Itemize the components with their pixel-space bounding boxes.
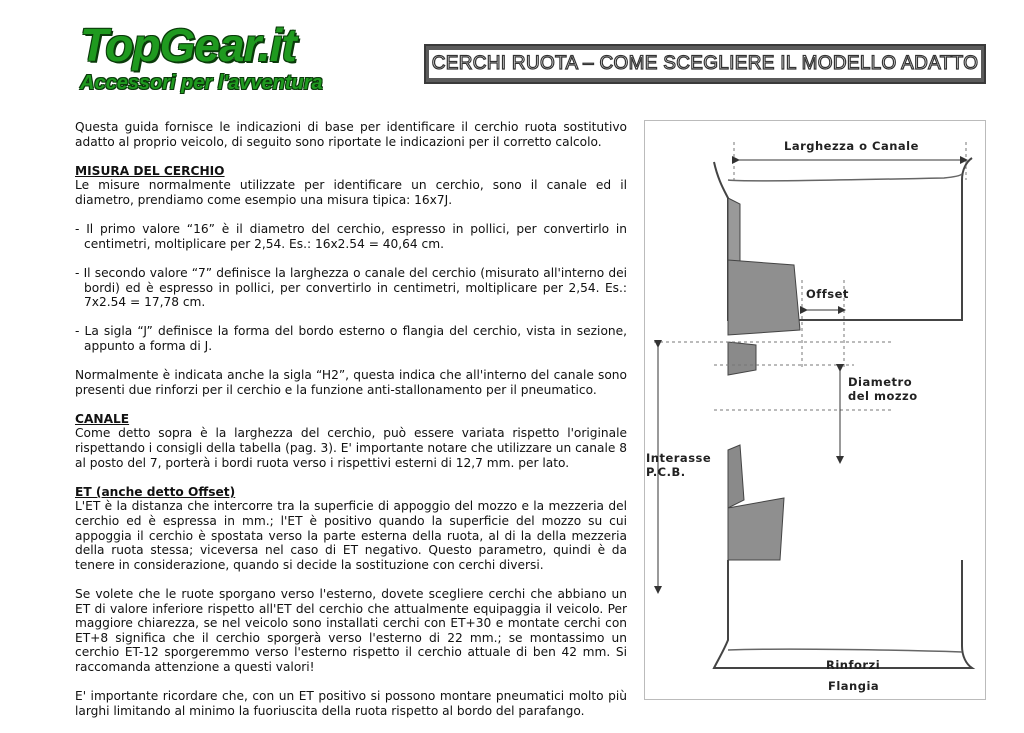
label-offset: Offset [806, 287, 849, 301]
label-interasse-2: P.C.B. [646, 465, 686, 479]
et-paragraph-1: L'ET è la distanza che intercorre tra la superficie di appoggio del mozzo e la mezzeria del cerchio ed è espressa in mm.; l'ET è positivo quando la superficie del mozzo su cui appoggia il cerchio è spostata verso la parte esterna della ruota, al di la della mezzeria della ruota stessa; viceversa nel caso di ET negativo. Questo parametro, quindi è da tenere in considerazione, quando si decide la sostituzione con cerchi diversi. [75, 499, 627, 572]
page-title-banner [424, 44, 986, 84]
canale-paragraph: Come detto sopra è la larghezza del cerchio, può essere variata rispetto l'originale rispettando i consigli della tabella (pag. 3). E' importante notare che utilizzare un canale 8 al posto del 7, porterà i bordi ruota verso i rispettivi esterni di 12,7 mm. per lato. [75, 426, 627, 470]
banner-inner [429, 50, 981, 78]
heading-canale: CANALE [75, 411, 130, 426]
intro-paragraph: Questa guida fornisce le indicazioni di base per identificare il cerchio ruota sostitutivo adatto al proprio veicolo, di seguito sono riportate le indicazioni per il corretto calcolo. [75, 120, 627, 149]
hub-section [728, 342, 756, 375]
misura-bullet-1: - Il primo valore “16” è il diametro del cerchio, espresso in pollici, per convertirlo in centimetri, moltiplicare per 2,54. Es.: 16x2.54 = 40,64 cm. [75, 222, 627, 251]
page-title: CERCHI RUOTA – COME SCEGLIERE IL MODELLO ADATTO [431, 53, 979, 74]
h2-note-paragraph: Normalmente è indicata anche la sigla “H2”, questa indica che all'interno del canale sono presenti due rinforzi per il cerchio e la funzione anti-stallonamento per il pneumatico. [75, 368, 627, 397]
logo-subtitle: Accessori per l'avventura [80, 72, 323, 94]
logo [80, 20, 380, 100]
misura-paragraph: Le misure normalmente utilizzate per identificare un cerchio, sono il canale ed il diametro, prendiamo come esempio una misura tipica: 16x7J. [75, 178, 627, 207]
label-rinforzi: Rinforzi [826, 658, 881, 672]
logo-title: TopGear.it [80, 19, 296, 71]
article-body [75, 120, 627, 733]
label-flangia: Flangia [828, 679, 880, 693]
misura-bullet-2: - Il secondo valore “7” definisce la larghezza o canale del cerchio (misurato all'interno dei bordi) ed è espresso in pollici, per convertirlo in centimetri, moltiplicare per 2,54. Es.: 7x2.54 = 17,78 cm. [75, 265, 627, 310]
et-paragraph-2: Se volete che le ruote sporgano verso l'esterno, dovete scegliere cerchi che abbiano un ET di valore inferiore rispetto all'ET del cerchio che attualmente equipaggia il veicolo. Per maggiore chiarezza, se nel veicolo sono installati cerchi con ET+30 e montate cerchi con ET+8 significa che il cerchio sporgerà verso l'esterno di 22 mm.; se montassimo un cerchio ET-12 sporgeremmo verso l'esterno rispetto il cerchio attuale di ben 42 mm. Si raccomanda attenzione a questi valori! [75, 587, 627, 674]
label-diametro-1: Diametro [848, 375, 913, 389]
label-interasse-1: Interasse [646, 451, 712, 465]
label-larghezza: Larghezza o Canale [784, 139, 919, 153]
et-paragraph-3: E' importante ricordare che, con un ET positivo si possono montare pneumatici molto più larghi limitando al minimo la fuoriuscita della ruota rispetto al bordo del parafango. [75, 689, 627, 718]
misura-bullet-3: - La sigla “J” definisce la forma del bordo esterno o flangia del cerchio, vista in sezione, appunto a forma di J. [75, 324, 627, 353]
heading-et: ET (anche detto Offset) [75, 484, 236, 499]
label-diametro-2: del mozzo [848, 389, 918, 403]
heading-misura: MISURA DEL CERCHIO [75, 163, 225, 178]
wheel-section-diagram [644, 120, 986, 700]
